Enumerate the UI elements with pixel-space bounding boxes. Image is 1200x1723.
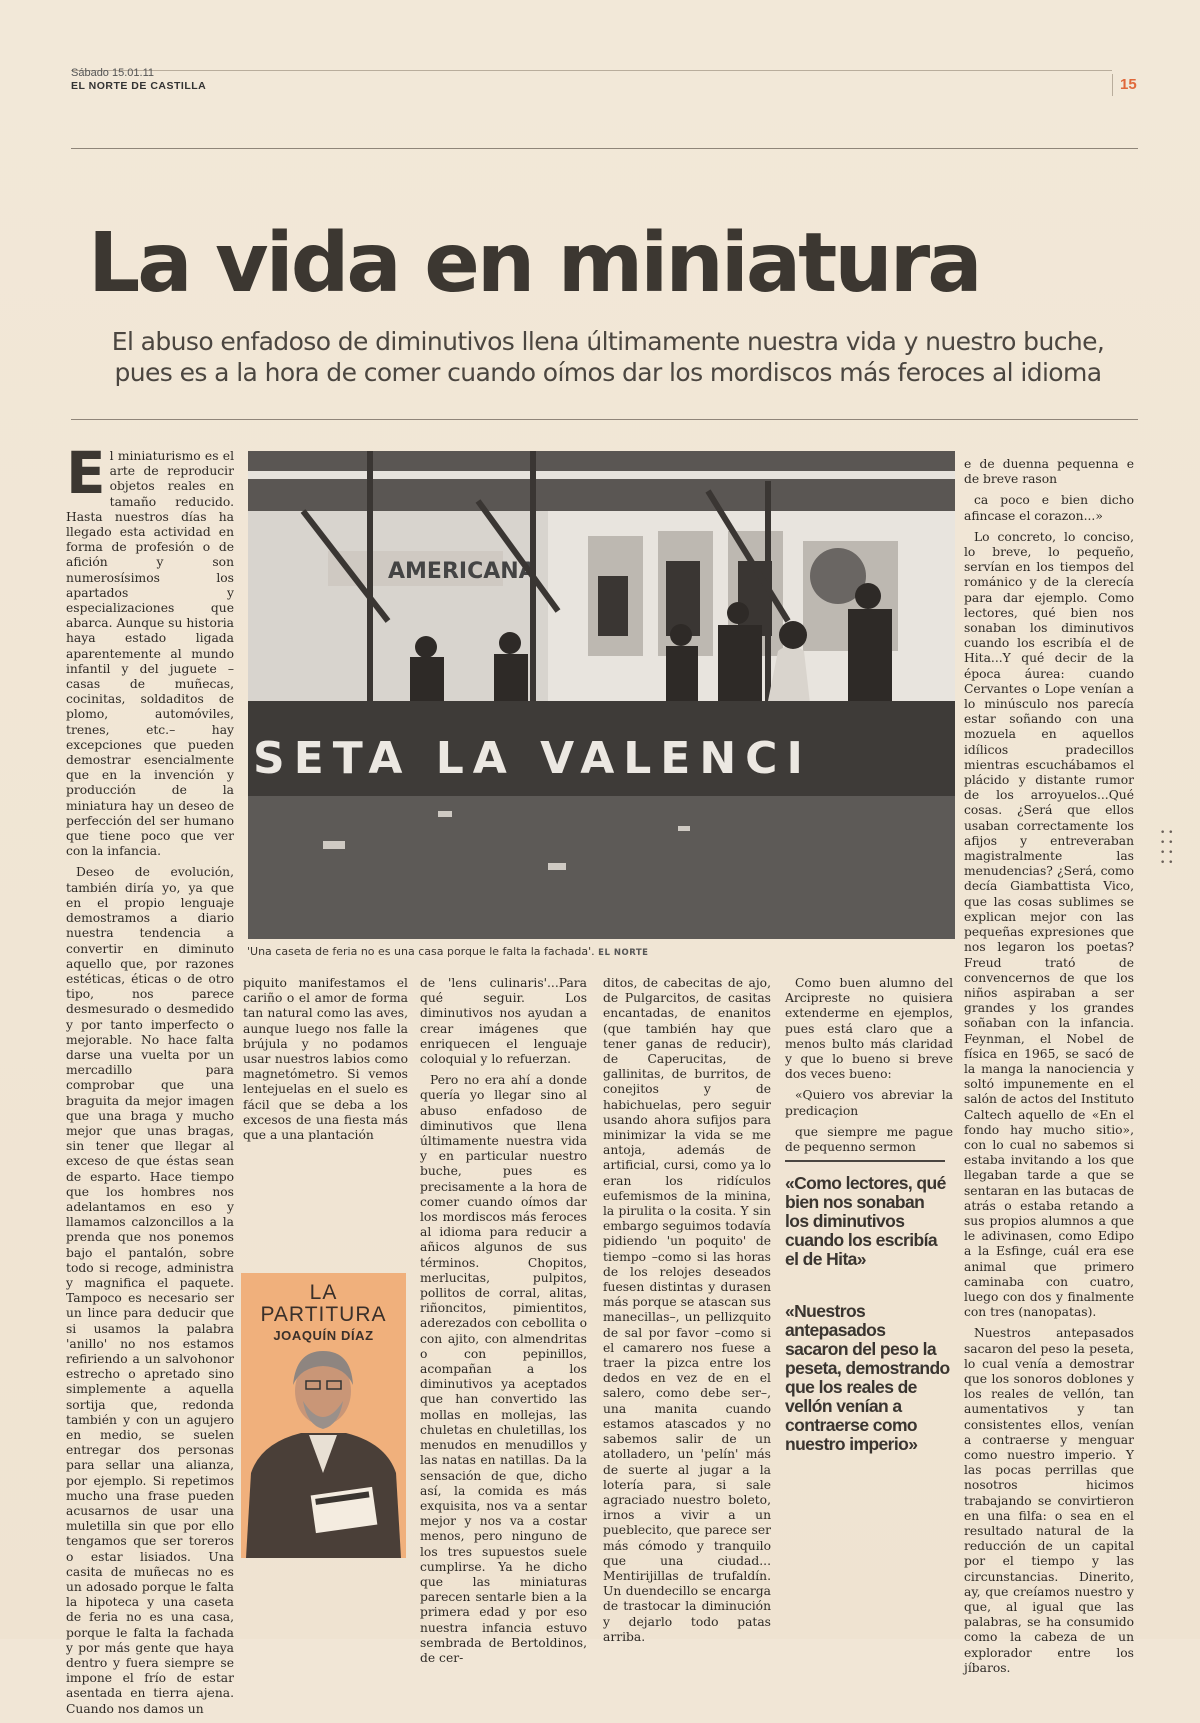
paragraph: Pero no era ahí a donde quería yo llegar sino al abuso enfadoso de diminutivos que llena últimamente nuestra vida y en particular nuestro buche, pues es precisamente a la hora de comer cuando oímos dar los mordiscos más feroces al idioma para reducir a añicos algunos de sus términos. Chopitos, merlucitas, pulpitos, pollitos de corral, alitas, riñoncitos, pimientitos, aderezados con cebollita o con ajito, con almendritas o con pepinillos, acompañan a los diminutivos ya aceptados que han convertido las mollas en mollejas, las chuletas en chuletillas, los menudos en menudillos y las natas en natillas. Da la sensación de que, dicho así, la comida es más exquisita, nos va a sentar mejor y nos va a costar menos, pero ninguno de los tres supuestos suele cumplirse. Ya he dicho que las miniaturas parecen sentarle bien a la primera edad y por eso nuestra infancia estuvo sembrada de Bertoldinos, de cer- bbox=[420, 1073, 587, 1665]
article-column-6 bbox=[964, 457, 1134, 1682]
article-column-4 bbox=[603, 976, 771, 1651]
pullquote-2: «Nuestros antepasados sacaron del peso la peseta, demostrando que los reales de vellón venían a contraerse como nuestro imperio» bbox=[785, 1301, 950, 1454]
author-portrait bbox=[241, 1273, 406, 1558]
header-separator bbox=[1112, 74, 1113, 96]
subtitle-bottom-rule bbox=[71, 419, 1138, 420]
header-paper-name: EL NORTE DE CASTILLA bbox=[71, 80, 207, 92]
header-date: Sábado 15.01.11 bbox=[71, 67, 154, 79]
paragraph: Lo concreto, lo conciso, lo breve, lo pequeño, servían en los tiempos del románico y de la clerecía para dar ejemplo. Como lectores, qué bien nos sonaban los diminutivos cuando los escribía el de Hita...Y qué decir de la época áurea: cuando Cervantes o Lope venían a lo minúsculo nos parecía estar soñando con una mozuela en aquellos idílicos pradecillos mientras escuchábamos el plácido y distante rumor de los arroyuelos...Qué cosas. ¿Será que ellos usaban correctamente los afijos y entreveraban magistralmente las menudencias? ¿Será, como decía Giambattista Vico, que las cosas sublimes se explican mejor con las pequeñas expresiones que nos legaron los poetas? Freud trató de convencernos de que los niños aspiraban a ser grandes y los grandes soñaban con la infancia. Feynman, el Nobel de física en 1965, se sacó de la manga la nanociencia y soltó impunemente en el salón de actos del Instituto Caltech aquello de «En el fondo hay mucho sitio», con lo cual no sabemos si estaba invitando a los que llegaban tarde a que se sentaran en las butacas de atrás o estaba retando a sus propios alumnos a que le adivinasen, como Edipo a la Esfinge, cuál era ese animal que primero caminaba con cuatro, luego con dos y finalmente con tres (nanopatas). bbox=[964, 529, 1134, 1320]
column-box-author: JOAQUÍN DÍAZ bbox=[273, 1328, 374, 1343]
paragraph: piquito manifestamos el cariño o el amor de forma tan natural como las aves, aunque luego nos falle la brújula y no podamos usar nuestros labios como magnetómetro. Si vemos lentejuelas en el suelo es fácil que se deba a los excesos de una fiesta más que a una plantación bbox=[243, 976, 408, 1143]
verse-line: «Quiero vos abreviar la predicaçion bbox=[785, 1088, 953, 1118]
caption-text: 'Una caseta de feria no es una casa porque le falta la fachada'. bbox=[247, 945, 595, 958]
paragraph: de 'lens culinaris'...Para qué seguir. Los diminutivos nos ayudan a crear imágenes que enriquecen el lenguaje coloquial y lo refuerzan. bbox=[420, 976, 587, 1067]
paragraph: Deseo de evolución, también diría yo, ya que en el propio lenguaje demostramos a diario nuestra tendencia a convertir en diminuto aquello que, por razones estéticas, éticas o de otro tipo, nos parece desmesurado o desmedido y por tanto imperfecto o mejorable. No hace falta darse una vuelta por un mercadillo para comprobar que una braguita da mejor imagen que una braga y mucho mejor que unas bragas, sin tener que llegar al exceso de que éstas sean de esparto. Hace tiempo que los hombres nos adelantamos en eso y llamamos calzoncillos a la prenda que nos ponemos bajo el pantalón, sobre todo si recoge, administra y magnifica el paquete. Tampoco es necesario ser un lince para deducir que si usamos la palabra 'anillo' no nos estamos refiriendo a un salvohonor estrecho o apretado sino simplemente a aquella sortija que, redonda también y con un agujero en medio, se suelen entregar dos personas para sellar una alianza, por ejemplo. Si repetimos mucho una frase pueden acusarnos de usar una muletilla sin que por ello tengamos que ser toreros o estar lisiados. Una casita de muñecas no es un adosado porque le falta la hipoteca y una caseta de feria no es una casa, porque le falta la fachada y por más gente que haya dentro y fuera siempre se impone el frío de estar asentada en tierra ajena. Cuando nos damos un bbox=[66, 865, 234, 1716]
paragraph: l miniaturismo es el arte de reproducir objetos reales en tamaño reducido. Hasta nuestros días ha llegado esta actividad en forma de profesión o de afición y son numerosísimos los apartados y especializaciones que abarca. Aunque su historia haya estado ligada aparentemente al mundo infantil y del juguete –casas de muñecas, cocinitas, soldaditos de plomo, automóviles, trenes, etc.– hay excepciones que pueden demostrar esencialmente que en la invención y producción de la miniatura hay un deseo de perfección del ser humano que tiene poco que ver con la infancia. bbox=[66, 449, 234, 859]
verse-line: que siempre me pague de pequenno sermon bbox=[785, 1124, 953, 1155]
fair-stall-photo bbox=[248, 451, 955, 939]
header-rule bbox=[71, 70, 1112, 71]
column-box-label-partitura: PARTITURA bbox=[260, 1303, 387, 1326]
article-subtitle: El abuso enfadoso de diminutivos llena últimamente nuestra vida y nuestro buche, pues es a la hora de comer cuando oímos dar los mordiscos más feroces al idioma bbox=[111, 327, 1105, 387]
photo-caption bbox=[247, 945, 648, 958]
photo-credit: EL NORTE bbox=[598, 948, 649, 958]
pullquote-rule bbox=[785, 1160, 945, 1162]
article-column-5 bbox=[785, 976, 953, 1161]
verse-line: e de duenna pequenna e de breve rason bbox=[964, 457, 1134, 487]
paragraph: Nuestros antepasados sacaron del peso la peseta, lo cual venía a demostrar que los sonoros doblones y los reales de vellón, tan aumentativos y tan consistentes ellos, venían a contraerse y menguar como nuestro imperio. Y las pocas perrillas que nosotros hicimos trabajando se convirtieron en una filfa: o sea en el resultado natural de la reducción de un capital por el tiempo y las circunstancias. Dinerito, ay, que creíamos nuestro y que, al igual que las palabras, se ha consumido como la cabeza de un explorador entre los jíbaros. bbox=[964, 1326, 1134, 1675]
stall-front-sign: SETA LA VALENCI bbox=[253, 733, 812, 784]
drop-cap: E bbox=[66, 439, 106, 507]
pullquote-1: «Como lectores, qué bien nos sonaban los diminutivos cuando los escribía el de Hita» bbox=[785, 1173, 946, 1269]
title-top-rule bbox=[71, 148, 1138, 149]
page-number: 15 bbox=[1120, 76, 1137, 93]
article-column-1 bbox=[66, 439, 234, 1723]
column-box-label-la: LA bbox=[309, 1281, 338, 1304]
article-column-2 bbox=[243, 976, 408, 1149]
article-column-3 bbox=[420, 976, 587, 1672]
paragraph: ditos, de cabecitas de ajo, de Pulgarcitos, de casitas encantadas, de enanitos (que también hay que tener ganas de reducir), de Caperucitas, de gallinitas, de burritos, de conejitos y de habichuelas, pero seguir usando ahora sufijos para minimizar la vida se me antoja, además de artificial, cursi, como ya lo eran los ridículos eufemismos de la minina, la pirulita o la cosita. Y sin embargo seguimos todavía pidiendo 'un poquito' de tiempo –como si las horas de los relojes deseados fuesen distintas y durasen más porque se atascan sus manecillas–, un pellizquito de sal por favor –como si el camarero nos fuese a traer la pizca entre los dedos en vez de en el salero, como debe ser–, una manita cuando estamos atascados y no sabemos salir de un atolladero, un 'pelín' más de suerte al jugar a la lotería para, si sale agraciado nuestro boleto, irnos a vivir a un pueblecito, que parece ser más cómodo y tranquilo que una ciudad... Mentirijillas de trufaldín. Un duendecillo se encarga de trastocar la diminución y dejarlo todo patas arriba. bbox=[603, 976, 771, 1644]
fair-stall-photo-image bbox=[248, 451, 955, 939]
verse-line: ca poco e bien dicho afincase el corazon...» bbox=[964, 493, 1134, 523]
article-title: La vida en miniatura bbox=[88, 215, 980, 311]
column-box-la-partitura bbox=[241, 1273, 406, 1558]
paragraph: Como buen alumno del Arcipreste no quisiera extenderme en ejemplos, pues está claro que a menos bulto más claridad y que lo bueno si breve dos veces bueno: bbox=[785, 976, 953, 1082]
margin-dots: • • • • • • • • bbox=[1160, 828, 1174, 868]
stall-name-sign: AMERICANA bbox=[388, 559, 536, 584]
